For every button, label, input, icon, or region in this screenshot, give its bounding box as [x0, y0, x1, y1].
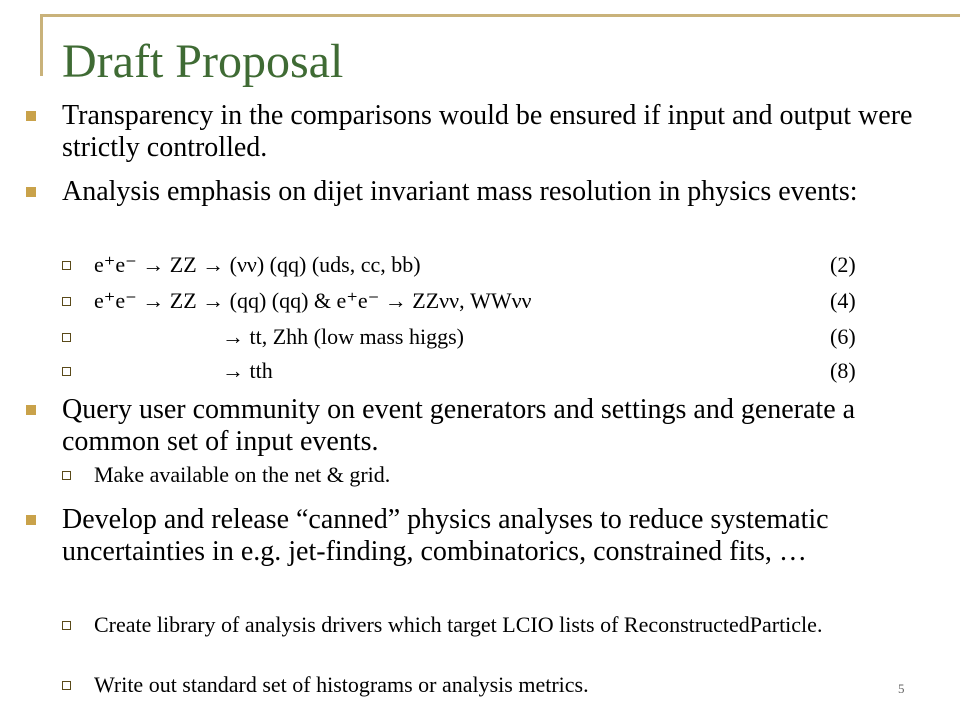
process-count: (4) — [830, 288, 856, 313]
process-text: e⁺e⁻ → ZZ → (qq) (qq) & e⁺e⁻ → ZZνν, WWνν — [94, 288, 532, 313]
checkbox-bullet-icon — [62, 333, 71, 342]
process-text: e⁺e⁻ → ZZ → (νν) (qq) (uds, cc, bb) — [94, 252, 421, 277]
checkbox-bullet-icon — [62, 367, 71, 376]
bullet-text: Transparency in the comparisons would be ensured if input and output were strictly controlled. — [62, 100, 913, 163]
bullet-text: Develop and release “canned” physics analyses to reduce systematic uncertainties in e.g. jet-finding, combinatorics, constrained fits, … — [62, 504, 829, 567]
checkbox-bullet-icon — [62, 471, 71, 480]
bullet-text: Query user community on event generators and settings and generate a common set of input events. — [62, 394, 856, 457]
checkbox-bullet-icon — [62, 261, 71, 270]
bullet-square-icon — [26, 405, 36, 415]
process-count: (8) — [830, 358, 856, 383]
sub-bullet-text: Write out standard set of histograms or analysis metrics. — [94, 672, 589, 697]
checkbox-bullet-icon — [62, 681, 71, 690]
sub-bullet-text: Make available on the net & grid. — [94, 462, 391, 487]
page-number: 5 — [898, 681, 905, 696]
process-text: → tth — [222, 358, 273, 383]
slide-title: Draft Proposal — [62, 35, 344, 88]
checkbox-bullet-icon — [62, 297, 71, 306]
bullet-square-icon — [26, 515, 36, 525]
process-count: (6) — [830, 324, 856, 349]
process-text: → tt, Zhh (low mass higgs) — [222, 324, 464, 349]
bullet-text: Analysis emphasis on dijet invariant mass resolution in physics events: — [62, 176, 858, 207]
bullet-square-icon — [26, 111, 36, 121]
bullet-square-icon — [26, 187, 36, 197]
sub-bullet-text: Create library of analysis drivers which target LCIO lists of ReconstructedParticle. — [94, 612, 823, 637]
checkbox-bullet-icon — [62, 621, 71, 630]
process-count: (2) — [830, 252, 856, 277]
